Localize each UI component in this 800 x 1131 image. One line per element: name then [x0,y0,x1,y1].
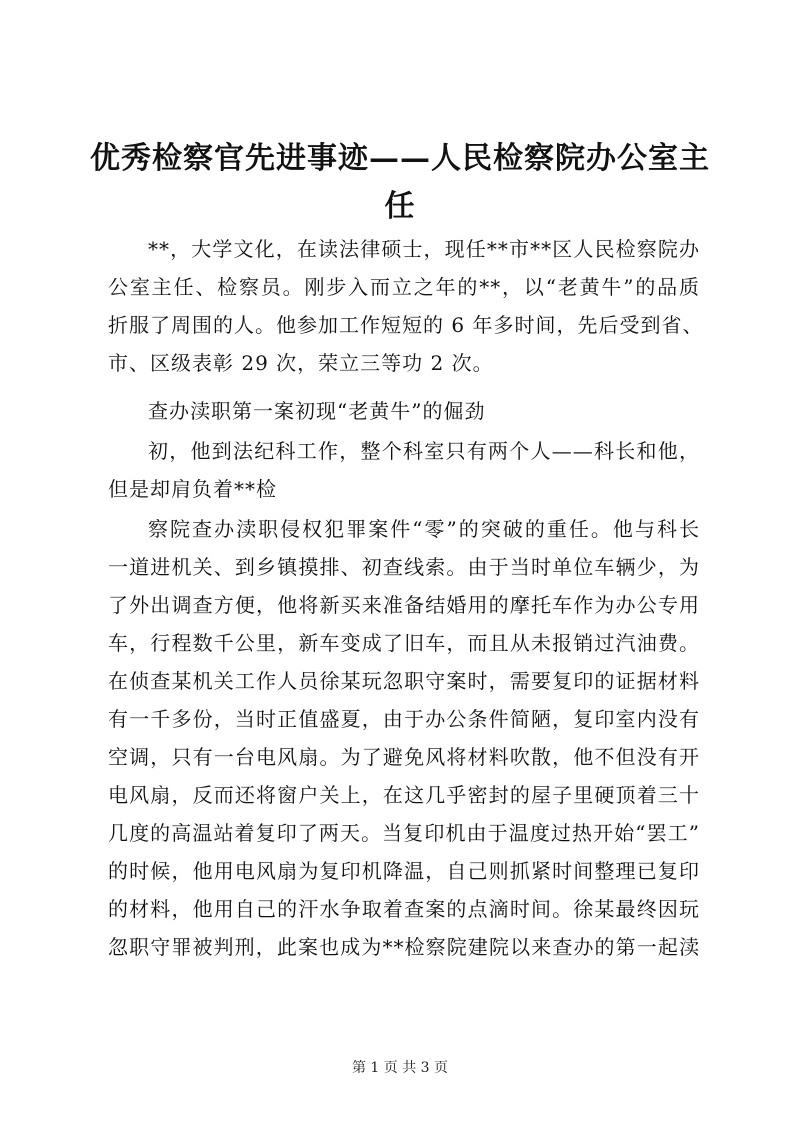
text-line: 车，行程数千公里，新车变成了旧车，而且从未报销过汽油费。 [108,631,700,655]
text-line: 的材料，他用自己的汗水争取着查案的点滴时间。徐某最终因玩 [108,897,700,921]
text-line: **，大学文化，在读法律硕士，现任**市**区人民检察院办 [148,237,700,261]
text-line: 一道进机关、到乡镇摸排、初查线索。由于当时单位车辆少，为 [108,555,700,579]
text-line: 市、区级表彰 29 次，荣立三等功 2 次。 [108,351,494,375]
text-line: 忽职守罪被判刑，此案也成为**检察院建院以来查办的第一起渎 [108,935,700,959]
text-line: 察院查办渎职侵权犯罪案件“零”的突破的重任。他与科长 [148,517,700,541]
document-title-line-1: 优秀检察官先进事迹——人民检察院办公室主 [90,141,710,176]
text-line: 了外出调查方便，他将新买来准备结婚用的摩托车作为办公专用 [108,593,700,617]
section-heading: 查办渎职第一案初现“老黄牛”的倔劲 [148,399,486,423]
text-line: 几度的高温站着复印了两天。当复印机由于温度过热开始“罢工” [108,821,700,845]
text-line: 公室主任、检察员。刚步入而立之年的**，以“老黄牛”的品质 [108,275,700,299]
text-line: 但是却肩负着**检 [108,477,277,501]
text-line: 的时候，他用电风扇为复印机降温，自己则抓紧时间整理已复印 [108,859,700,883]
text-line: 空调，只有一台电风扇。为了避免风将材料吹散，他不但没有开 [108,745,700,769]
text-line: 有一千多份，当时正值盛夏，由于办公条件简陋，复印室内没有 [108,707,700,731]
text-line: 电风扇，反而还将窗户关上，在这几乎密封的屋子里硬顶着三十 [108,783,700,807]
page-number-footer: 第 1 页 共 3 页 [351,1060,449,1076]
document-title-line-2: 任 [384,189,416,224]
text-line: 初，他到法纪科工作，整个科室只有两个人——科长和他， [148,439,700,463]
text-line: 在侦查某机关工作人员徐某玩忽职守案时，需要复印的证据材料 [108,669,700,693]
text-line: 折服了周围的人。他参加工作短短的 6 年多时间，先后受到省、 [108,313,704,337]
